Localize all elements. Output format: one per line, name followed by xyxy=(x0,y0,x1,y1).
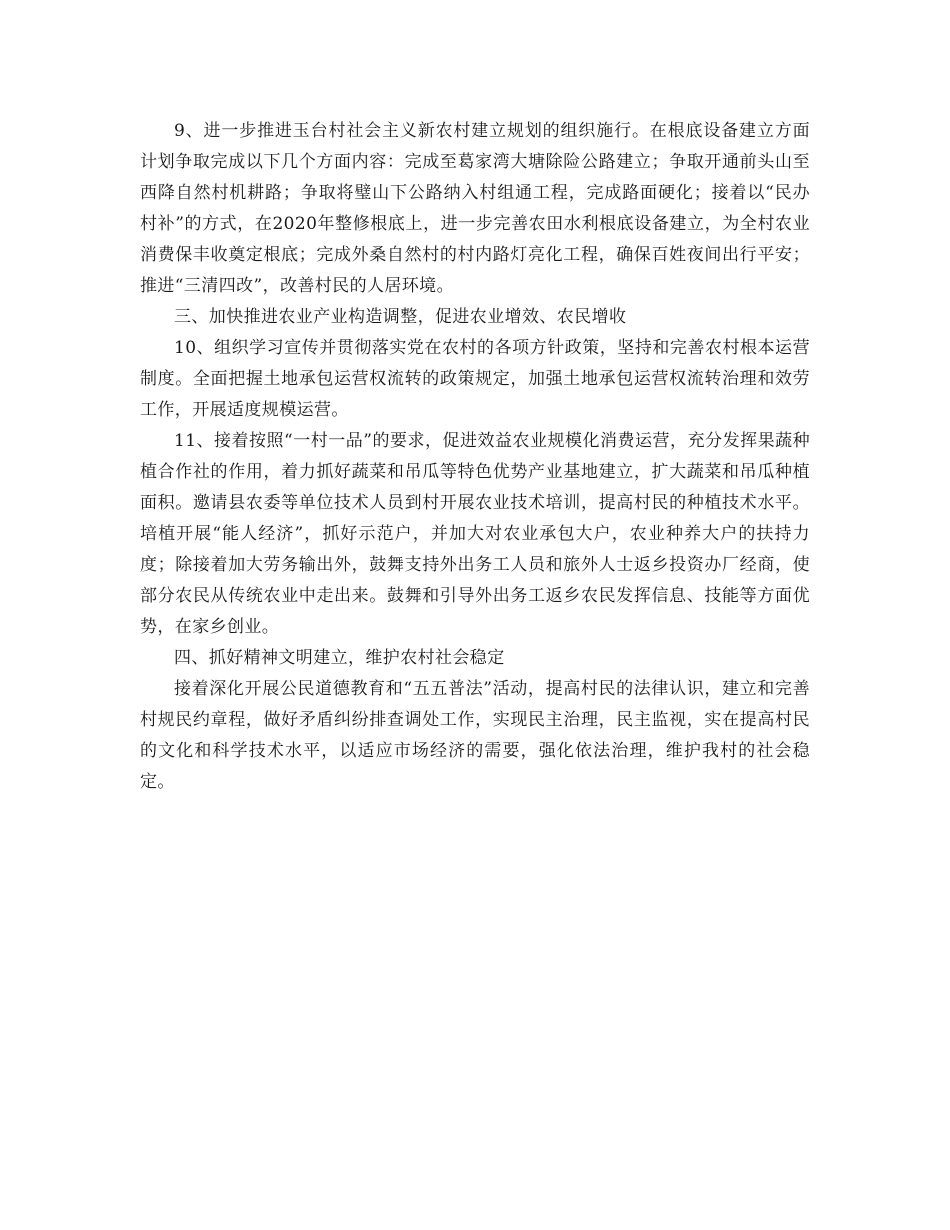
paragraph-item-11: 11、接着按照“一村一品”的要求，促进效益农业规模化消费运营，充分发挥果蔬种植合作社的作用，着力抓好蔬菜和吊瓜等特色优势产业基地建立，扩大蔬菜和吊瓜种植面积。邀请县农委等单位技术人员到村开展农业技术培训，提高村民的种植技术水平。培植开展“能人经济”，抓好示范户，并加大对农业承包大户，农业种养大户的扶持力度；除接着加大劳务输出外，鼓舞支持外出务工人员和旅外人士返乡投资办厂经商，使部分农民从传统农业中走出来。鼓舞和引导外出务工返乡农民发挥信息、技能等方面优势，在家乡创业。 xyxy=(140,431,810,637)
paragraph-item-10: 10、组织学习宣传并贯彻落实党在农村的各项方针政策，坚持和完善农村根本运营制度。全面把握土地承包运营权流转的政策规定，加强土地承包运营权流转治理和效劳工作，开展适度规模运营。 xyxy=(140,338,810,420)
paragraph-item-9: 9、进一步推进玉台村社会主义新农村建立规划的组织施行。在根底设备建立方面计划争取完成以下几个方面内容：完成至葛家湾大塘除险公路建立；争取开通前头山至西降自然村机耕路；争取将璧山下公路纳入村组通工程，完成路面硬化；接着以“民办村补”的方式，在2020年整修根底上，进一步完善农田水利根底设备建立，为全村农业消费保丰收奠定根底；完成外桑自然村的村内路灯亮化工程，确保百姓夜间出行平安；推进“三清四改”，改善村民的人居环境。 xyxy=(140,121,810,296)
section-heading-3: 三、加快推进农业产业构造调整，促进农业增效、农民增收 xyxy=(174,307,627,327)
section-heading-4: 四、抓好精神文明建立，维护农村社会稳定 xyxy=(174,648,505,668)
paragraph-section-4-body: 接着深化开展公民道德教育和“五五普法”活动，提高村民的法律认识，建立和完善村规民约章程，做好矛盾纠纷排查调处工作，实现民主治理，民主监视，实在提高村民的文化和科学技术水平，以适应市场经济的需要，强化依法治理，维护我村的社会稳定。 xyxy=(140,679,810,792)
document-body xyxy=(140,116,810,798)
